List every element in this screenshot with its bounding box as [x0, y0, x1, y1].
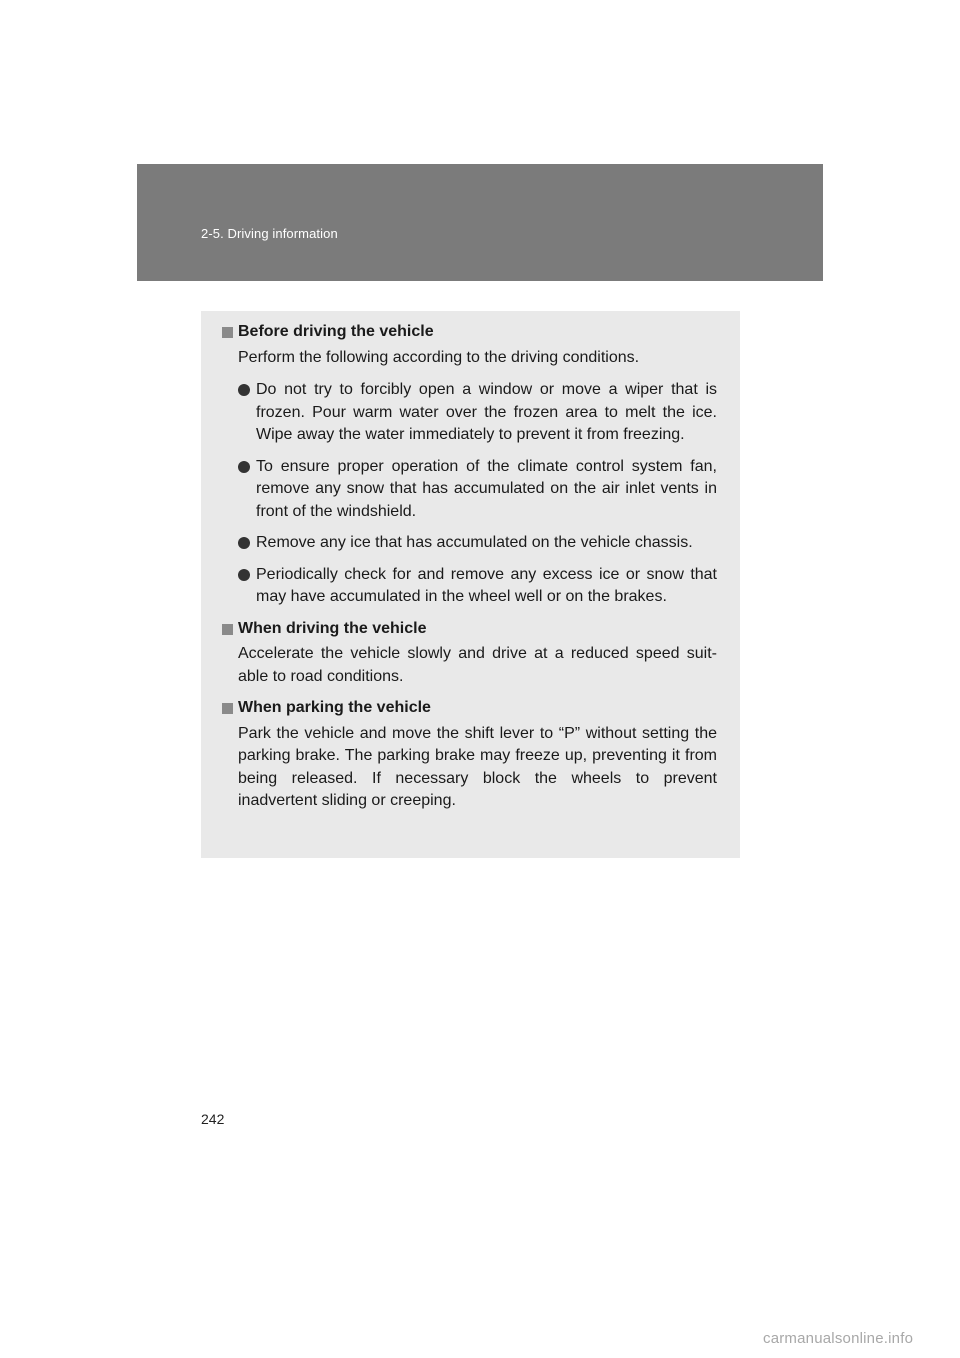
section-heading: Before driving the vehicle [238, 323, 434, 340]
page-number: 242 [201, 1111, 225, 1127]
section-heading: When parking the vehicle [238, 699, 431, 716]
circle-bullet-icon [238, 537, 250, 549]
circle-bullet-icon [238, 384, 250, 396]
watermark: carmanualsonline.info [763, 1330, 914, 1347]
section-body: Accelerate the vehicle slowly and drive at a reduced speed suit-able to road conditions. [238, 645, 717, 685]
section-heading: When driving the vehicle [238, 619, 427, 637]
section-when-driving [222, 618, 717, 689]
section-body: Park the vehicle and move the shift lever to “P” without setting the parking brake. The parking brake may freeze up, preventing it from being released. If necessary block the wheels to prevent inadvertent sliding or creeping. [238, 724, 717, 809]
bullet-list [238, 379, 717, 609]
section-before-driving [222, 321, 717, 609]
section-label: 2-5. Driving information [201, 226, 338, 241]
list-item [238, 532, 717, 555]
section-when-parking [222, 697, 717, 813]
list-item-text: Do not try to forcibly open a window or move a wiper that is frozen. Pour warm water over the frozen area to melt the ice. Wipe away the water immediately to prevent it from freezing. [256, 381, 717, 443]
list-item-text: To ensure proper operation of the climate control system fan, remove any snow that has accumulated on the air inlet vents in front of the windshield. [256, 457, 717, 520]
square-bullet-icon [222, 327, 233, 338]
circle-bullet-icon [238, 569, 250, 581]
list-item-text: Remove any ice that has accumulated on the vehicle chassis. [256, 534, 693, 551]
list-item [238, 379, 717, 447]
section-body: Perform the following according to the driving conditions. [238, 348, 640, 366]
header-band [137, 164, 823, 281]
list-item [238, 564, 717, 609]
square-bullet-icon [222, 624, 233, 635]
content-box [201, 311, 740, 858]
list-item [238, 456, 717, 524]
circle-bullet-icon [238, 461, 250, 473]
list-item-text: Periodically check for and remove any excess ice or snow that may have accumulated in the wheel well or on the brakes. [256, 565, 717, 605]
square-bullet-icon [222, 703, 233, 714]
